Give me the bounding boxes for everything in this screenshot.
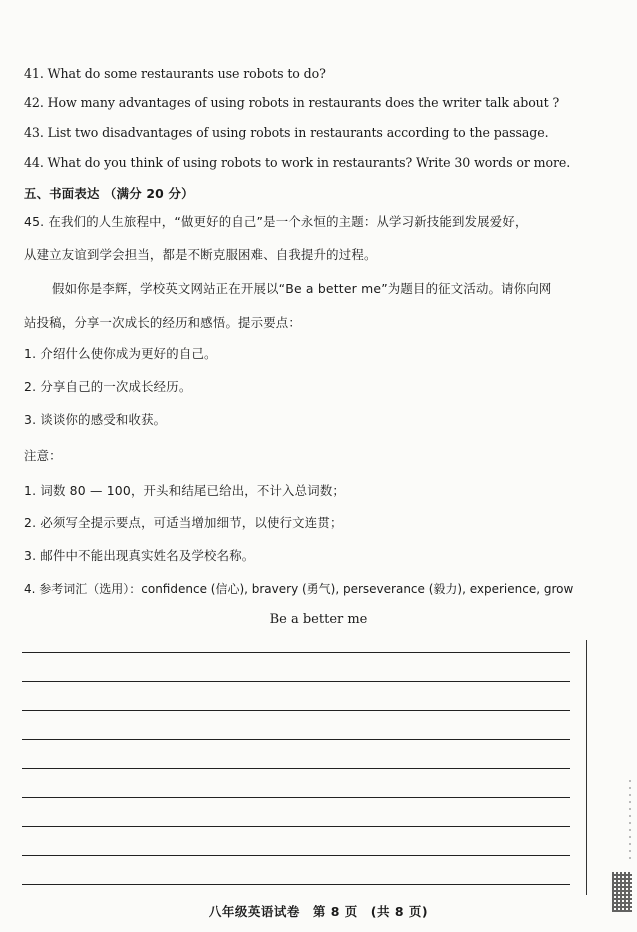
writing-line: [22, 855, 570, 856]
margin-border: [586, 640, 587, 895]
key-point-3: 3. 谈谈你的感受和收获。: [24, 412, 167, 427]
section-heading: 五、书面表达 （满分 20 分）: [24, 186, 194, 201]
binding-dots: [629, 780, 631, 860]
prompt-intro-line-1: 45. 在我们的人生旅程中，“做更好的自己”是一个永恒的主题：从学习新技能到发展爱好，: [24, 214, 528, 229]
question-43: 43. List two disadvantages of using robots in restaurants according to the passage.: [24, 125, 549, 140]
question-41: 41. What do some restaurants use robots to do?: [24, 66, 326, 81]
note-1: 1. 词数 80 — 100，开头和结尾已给出，不计入总词数；: [24, 483, 346, 498]
note-4: 4. 参考词汇（选用）：confidence (信心), bravery (勇气), perseverance (毅力), experience, grow: [24, 582, 574, 596]
question-42: 42. How many advantages of using robots in restaurants does the writer talk about ?: [24, 95, 560, 110]
key-point-2: 2. 分享自己的一次成长经历。: [24, 379, 192, 394]
writing-line: [22, 710, 570, 711]
prompt-task-line-1: 假如你是李辉，学校英文网站正在开展以“Be a better me”为题目的征文活动。请你向网: [52, 281, 552, 296]
writing-line: [22, 768, 570, 769]
key-point-1: 1. 介绍什么使你成为更好的自己。: [24, 346, 217, 361]
page-footer: 八年级英语试卷 第 8 页 (共 8 页): [208, 904, 429, 919]
note-2: 2. 必须写全提示要点，可适当增加细节，以使行文连贯；: [24, 515, 343, 530]
writing-line: [22, 652, 570, 653]
prompt-task-line-2: 站投稿，分享一次成长的经历和感悟。提示要点：: [24, 315, 301, 330]
question-44: 44. What do you think of using robots to work in restaurants? Write 30 words or more.: [24, 155, 571, 170]
writing-line: [22, 826, 570, 827]
notes-heading: 注意：: [24, 448, 62, 463]
prompt-intro-line-2: 从建立友谊到学会担当，都是不断克服困难、自我提升的过程。: [24, 247, 377, 262]
essay-title: Be a better me: [269, 612, 368, 627]
writing-line: [22, 681, 570, 682]
writing-line: [22, 884, 570, 885]
writing-line: [22, 797, 570, 798]
writing-line: [22, 739, 570, 740]
note-3: 3. 邮件中不能出现真实姓名及学校名称。: [24, 548, 255, 563]
